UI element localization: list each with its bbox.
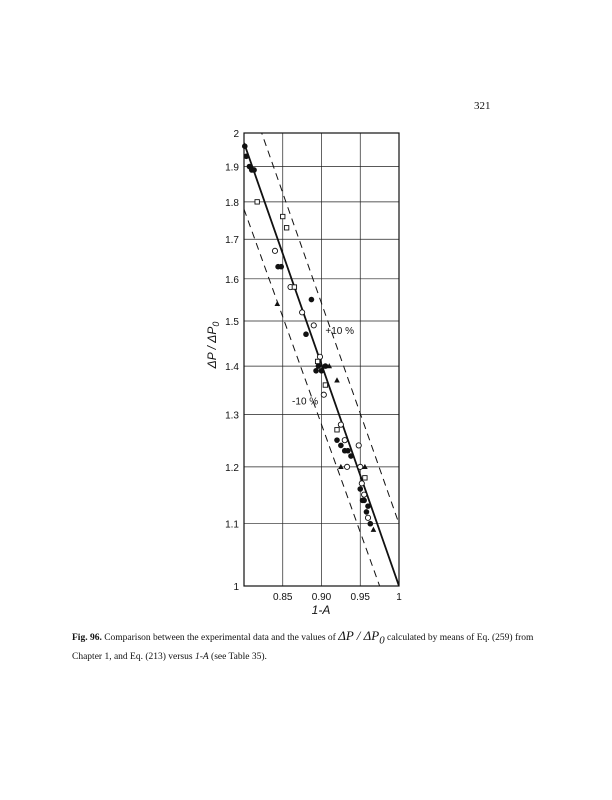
data-point-open-square [255,200,259,204]
data-point-open-circle [321,392,326,397]
data-point-open-square [315,359,319,363]
data-point-open-circle [344,464,349,469]
data-point-filled-circle [251,167,257,173]
data-point-filled-circle [368,521,374,527]
data-point-filled-circle [242,143,248,149]
x-tick-label: 0.95 [350,592,370,603]
data-point-filled-circle [316,363,322,369]
data-point-open-circle [272,248,277,253]
data-point-open-square [281,214,285,218]
y-axis-title-main: ΔP / ΔP [205,326,219,369]
data-point-open-circle [338,422,343,427]
caption-math [338,628,385,647]
data-point-filled-circle [361,498,367,504]
data-point-filled-circle [309,297,315,303]
data-point-open-square [323,383,327,387]
data-point-open-circle [342,438,347,443]
data-point-open-circle [359,481,364,486]
data-point-filled-circle [278,264,284,270]
data-point-filled-circle [365,503,371,509]
caption-text-end: (see Table 35). [211,651,267,662]
data-point-open-circle [362,492,367,497]
x-tick-label: 1 [396,592,402,603]
y-tick-label: 1.2 [225,462,239,474]
y-tick-label: 1.9 [225,162,239,174]
data-point-open-circle [358,464,363,469]
data-point-triangle [338,464,344,469]
data-point-filled-circle [303,331,309,337]
y-axis-title [205,322,221,370]
y-tick-label: 1.6 [225,274,239,286]
x-tick-label: 0.90 [311,592,332,603]
data-point-filled-circle [334,437,340,443]
data-point-filled-circle [348,453,354,459]
data-point-open-square [292,285,296,289]
figure-caption [72,628,538,665]
y-tick-label: 1.7 [225,235,239,247]
y-tick-label: 1.5 [225,317,239,329]
caption-fig-label: Fig. 96. [72,633,102,643]
caption-math-sub: 0 [379,634,385,647]
data-point-open-circle [356,443,361,448]
data-point-filled-circle [244,153,250,159]
x-tick-label: 0.85 [273,592,293,603]
y-tick-label: 1.3 [225,410,239,422]
y-tick-label: 2 [233,129,239,140]
data-point-open-circle [317,354,322,359]
caption-text-before: Comparison between the experimental data and the values of [104,633,336,643]
data-point-open-square [335,428,339,432]
x-axis-title: 1-A [311,603,331,617]
page-number: 321 [474,100,491,112]
data-point-filled-circle [364,509,370,515]
y-tick-label: 1 [233,582,239,593]
data-point-open-circle [365,515,370,520]
caption-text-after: calculated by means of Eq. (259) from Chapter 1, and Eq. (213) versus [72,633,534,662]
tolerance-label: +10 % [325,326,355,338]
y-tick-label: 1.1 [225,519,239,531]
data-point-filled-circle [345,448,351,454]
data-point-triangle [334,377,340,382]
caption-var: 1-A [194,651,209,662]
y-tick-label: 1.4 [225,362,239,374]
data-point-filled-circle [319,368,325,374]
data-point-triangle [275,301,281,306]
data-point-open-square [363,476,367,480]
y-tick-label: 1.8 [225,197,239,209]
tolerance-label: -10 % [292,396,319,408]
data-point-open-square [284,226,288,230]
data-point-open-circle [300,310,305,315]
caption-math-main: ΔP / ΔP [338,628,380,643]
data-point-open-circle [311,323,316,328]
data-point-triangle [371,527,377,532]
y-axis-title-sub: 0 [211,321,221,327]
data-point-filled-circle [357,486,363,492]
data-point-filled-circle [338,443,344,449]
